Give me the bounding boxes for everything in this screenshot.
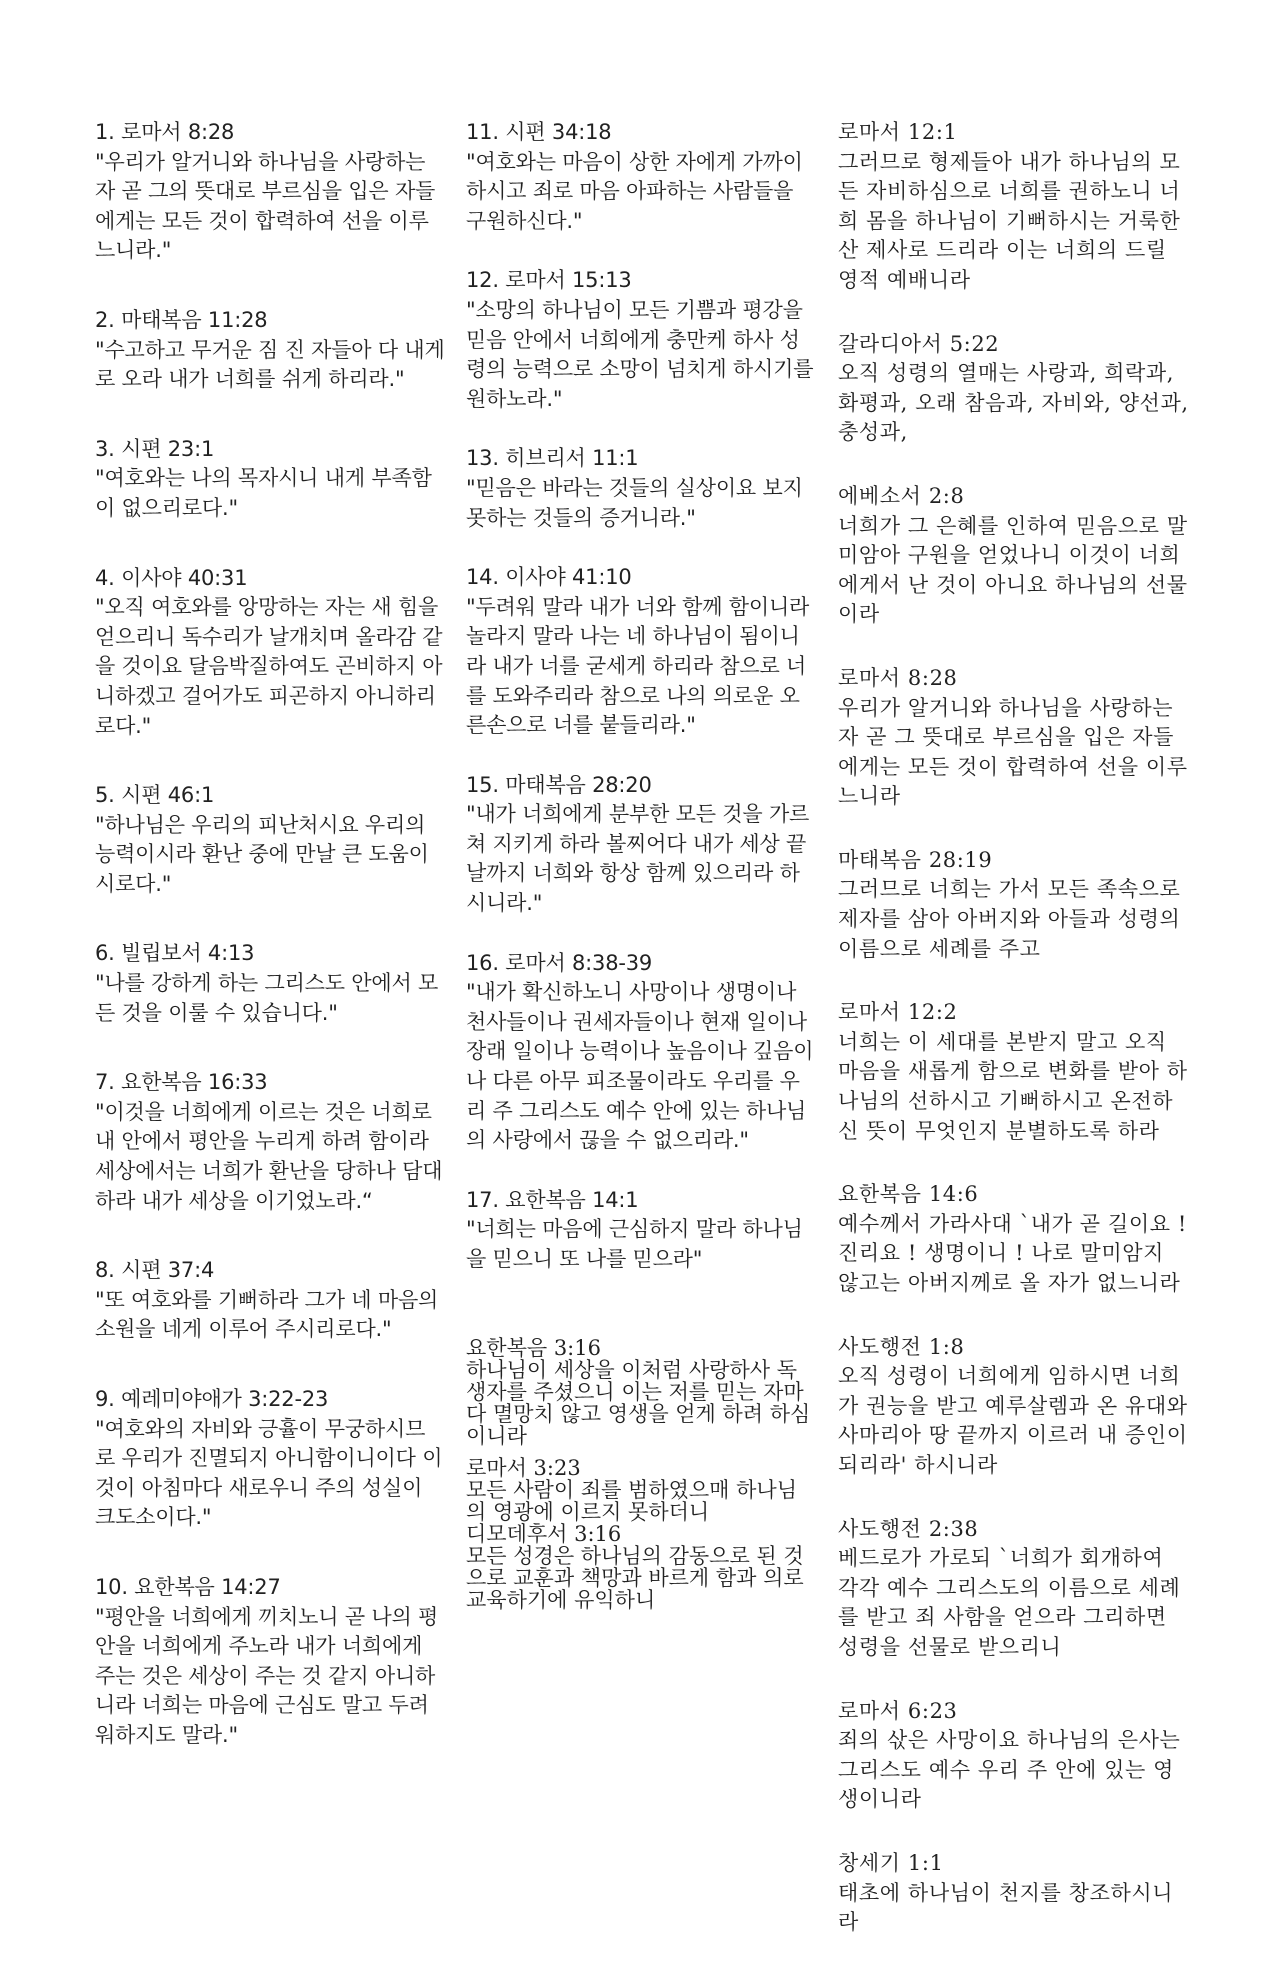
verse-text: "소망의 하나님이 모든 기쁨과 평강을 믿음 안에서 너희에게 충만케 하사 성령의 능력으로 소망이 넘치게 하시기를 원하노라." xyxy=(466,297,814,411)
verse-entry xyxy=(466,118,816,236)
verse-text: 너희가 그 은혜를 인하여 믿음으로 말미암아 구원을 얻었나니 이것이 너희에게서 난 것이 아니요 하나님의 선물이라 xyxy=(838,513,1188,627)
verse-entry xyxy=(838,1697,1190,1815)
verse-reference: 6. 빌립보서 4:13 xyxy=(95,941,255,966)
verse-entry xyxy=(838,330,1190,448)
verse-text: "하나님은 우리의 피난처시요 우리의 능력이시라 환난 중에 만날 큰 도움이시로다." xyxy=(95,812,429,896)
verse-reference: 갈라디아서 5:22 xyxy=(838,331,1000,356)
verse-text: "너희는 마음에 근심하지 말라 하나님을 믿으니 또 나를 믿으라" xyxy=(466,1217,803,1271)
verse-reference: 요한복음 3:16 xyxy=(466,1335,601,1360)
verse-entry xyxy=(838,1515,1190,1663)
verse-reference: 16. 로마서 8:38-39 xyxy=(466,950,653,975)
verse-reference: 10. 요한복음 14:27 xyxy=(95,1574,281,1599)
verse-reference: 8. 시편 37:4 xyxy=(95,1258,215,1283)
verse-text: 죄의 삯은 사망이요 하나님의 은사는 그리스도 예수 우리 주 안에 있는 영생이니라 xyxy=(838,1728,1181,1812)
verse-reference: 3. 시편 23:1 xyxy=(95,436,215,461)
verse-entry xyxy=(466,1186,816,1275)
verse-text: 하나님이 세상을 이처럼 사랑하사 독생자를 주셨으니 이는 저를 믿는 자마다 멸망치 않고 영생을 얻게 하려 하심이니라 xyxy=(466,1357,811,1448)
verse-entry xyxy=(466,444,816,533)
verse-reference: 11. 시편 34:18 xyxy=(466,120,612,144)
verse-reference: 7. 요한복음 16:33 xyxy=(95,1070,268,1095)
verse-entry xyxy=(95,1256,445,1345)
verse-text: 오직 성령이 너희에게 임하시면 너희가 권능을 받고 예루살렘과 온 유대와 사마리아 땅 끝까지 이르러 내 증인이 되리라' 하시니라 xyxy=(838,1364,1188,1477)
verse-text: "나를 강하게 하는 그리스도 안에서 모든 것을 이룰 수 있습니다." xyxy=(95,971,439,1025)
verse-entry xyxy=(838,118,1190,296)
verse-entry xyxy=(95,781,445,899)
verse-reference: 사도행전 1:8 xyxy=(838,1334,965,1359)
verse-entry xyxy=(95,939,445,1028)
verse-reference: 15. 마태복음 28:20 xyxy=(466,772,652,797)
verse-reference: 로마서 8:28 xyxy=(838,665,958,690)
verse-entry xyxy=(95,1573,445,1751)
verse-text: 그러므로 너희는 가서 모든 족속으로 제자를 삼아 아버지와 아들과 성령의 이름으로 세례를 주고 xyxy=(838,877,1181,961)
verse-reference: 로마서 6:23 xyxy=(838,1698,958,1723)
verse-entry xyxy=(838,1849,1190,1938)
verse-text: "내가 확신하노니 사망이나 생명이나 천사들이나 권세자들이나 현재 일이나 장래 일이나 능력이나 높음이나 깊음이나 다른 아무 피조물이라도 우리를 우리 주 그리스도 예수 안에 있는 하나님의 사랑에서 끊을 수 없으리라." xyxy=(466,980,814,1153)
verse-entry xyxy=(838,1333,1190,1481)
verse-text: 그러므로 형제들아 내가 하나님의 모든 자비하심으로 너희를 권하노니 너희 몸을 하나님이 기뻐하시는 거룩한 산 제사로 드리라 이는 너희의 드릴 영적 예배니라 xyxy=(838,149,1181,292)
verse-reference: 로마서 12:2 xyxy=(838,1000,958,1025)
verse-text: 우리가 알거니와 하나님을 사랑하는 자 곧 그 뜻대로 부르심을 입은 자들에게는 모든 것이 합력하여 선을 이루느니라 xyxy=(838,695,1188,809)
verse-reference: 로마서 3:23 xyxy=(466,1455,581,1480)
verse-text: "여호와의 자비와 긍휼이 무궁하시므로 우리가 진멸되지 아니함이니이다 이것이 아침마다 새로우니 주의 성실이 크도소이다." xyxy=(95,1416,443,1530)
verse-reference: 9. 예레미야애가 3:22-23 xyxy=(95,1387,329,1411)
verse-text: "내가 너희에게 분부한 모든 것을 가르쳐 지키게 하라 볼찌어다 내가 세상 끝날까지 너희와 항상 함께 있으리라 하시니라." xyxy=(466,802,810,916)
verse-entry xyxy=(466,1523,816,1611)
verse-reference: 디모데후서 3:16 xyxy=(466,1521,622,1546)
verse-reference: 2. 마태복음 11:28 xyxy=(95,307,268,332)
verse-column-3 xyxy=(838,118,1190,1972)
verse-entry xyxy=(95,1068,445,1216)
verse-entry xyxy=(466,771,816,919)
verse-entry xyxy=(95,1385,445,1533)
verse-text: "또 여호와를 기뻐하라 그가 네 마음의 소원을 네게 이루어 주시리로다." xyxy=(95,1287,439,1342)
verse-entry xyxy=(838,482,1190,630)
verse-entry xyxy=(466,266,816,414)
verse-text: 모든 성경은 하나님의 감동으로 된 것으로 교훈과 책망과 바르게 함과 의로 교육하기에 유익하니 xyxy=(466,1543,804,1612)
verse-text: 베드로가 가로되 `너희가 회개하여 각각 예수 그리스도의 이름으로 세례를 받고 죄 사함을 얻으라 그리하면 성령을 선물로 받으리니 xyxy=(838,1546,1181,1659)
verse-text: "수고하고 무거운 짐 진 자들아 다 내게로 오라 내가 너희를 쉬게 하리라." xyxy=(95,337,445,392)
verse-reference: 13. 히브리서 11:1 xyxy=(466,446,639,471)
compact-verse-group xyxy=(466,1337,816,1611)
verse-reference: 4. 이사야 40:31 xyxy=(95,565,248,590)
verse-text: 예수께서 가라사대 `내가 곧 길이요 ! 진리요 ! 생명이니 ! 나로 말미암지 않고는 아버지께로 올 자가 없느니라 xyxy=(838,1211,1187,1295)
verse-entry xyxy=(466,949,816,1156)
verse-text: "여호와는 나의 목자시니 내게 부족함이 없으리로다." xyxy=(95,466,432,520)
verse-text: "여호와는 마음이 상한 자에게 가까이 하시고 죄로 마음 아파하는 사람들을 구원하신다." xyxy=(466,149,803,233)
verse-text: "오직 여호와를 앙망하는 자는 새 힘을 얻으리니 독수리가 날개치며 올라감 같을 것이요 달음박질하여도 곤비하지 아니하겠고 걸어가도 피곤하지 아니하리로다." xyxy=(95,595,443,738)
verse-reference: 에베소서 2:8 xyxy=(838,483,965,508)
verse-entry xyxy=(838,998,1190,1146)
verse-reference: 로마서 12:1 xyxy=(838,120,958,144)
verse-text: 모든 사람이 죄를 범하였으매 하나님의 영광에 이르지 못하더니 xyxy=(466,1477,797,1524)
verse-text: 오직 성령의 열매는 사랑과, 희락과, 화평과, 오래 참음과, 자비와, 양선과, 충성과, xyxy=(838,361,1189,445)
verse-text: "두려워 말라 내가 너와 함께 함이니라 놀라지 말라 나는 네 하나님이 됨이니라 내가 너를 굳세게 하리라 참으로 너를 도와주리라 참으로 나의 의로운 오른손으로 너를 붙들리라." xyxy=(466,594,810,738)
verse-reference: 요한복음 14:6 xyxy=(838,1182,979,1207)
verse-column-2 xyxy=(466,118,816,1621)
verse-entry xyxy=(838,1180,1190,1298)
verse-entry xyxy=(466,1337,816,1447)
verse-column-1 xyxy=(95,118,445,1791)
verse-entry xyxy=(95,564,445,742)
verse-reference: 마태복음 28:19 xyxy=(838,847,993,872)
verse-entry xyxy=(838,664,1190,812)
verse-reference: 창세기 1:1 xyxy=(838,1850,944,1875)
verse-text: "평안을 너희에게 끼치노니 곧 나의 평안을 너희에게 주노라 내가 너희에게 주는 것은 세상이 주는 것 같지 아니하니라 너희는 마음에 근심도 말고 두려워하지도 말라." xyxy=(95,1604,439,1747)
verse-entry xyxy=(838,846,1190,964)
verse-text: "이것을 너희에게 이르는 것은 너희로 내 안에서 평안을 누리게 하려 함이라 세상에서는 너희가 환난을 당하나 담대하라 내가 세상을 이기었노라.“ xyxy=(95,1099,443,1213)
verse-entry xyxy=(466,1457,816,1523)
verse-text: "믿음은 바라는 것들의 실상이요 보지 못하는 것들의 증거니라." xyxy=(466,475,803,530)
verse-reference: 17. 요한복음 14:1 xyxy=(466,1187,639,1212)
verse-reference: 12. 로마서 15:13 xyxy=(466,268,632,293)
verse-text: 태초에 하나님이 천지를 창조하시니라 xyxy=(838,1880,1174,1935)
verse-reference: 14. 이사야 41:10 xyxy=(466,565,632,590)
verse-text: "우리가 알거니와 하나님을 사랑하는 자 곧 그의 뜻대로 부르심을 입은 자들에게는 모든 것이 합력하여 선을 이루느니라." xyxy=(95,149,436,263)
verse-text: 너희는 이 세대를 본받지 말고 오직 마음을 새롭게 함으로 변화를 받아 하나님의 선하시고 기뻐하시고 온전하신 뜻이 무엇인지 분별하도록 하라 xyxy=(838,1029,1188,1143)
verse-entry xyxy=(95,435,445,524)
verse-entry xyxy=(95,118,445,266)
verse-entry xyxy=(95,306,445,395)
verse-reference: 사도행전 2:38 xyxy=(838,1516,979,1541)
verse-reference: 5. 시편 46:1 xyxy=(95,783,215,808)
verse-entry xyxy=(466,563,816,741)
verse-reference: 1. 로마서 8:28 xyxy=(95,120,235,144)
